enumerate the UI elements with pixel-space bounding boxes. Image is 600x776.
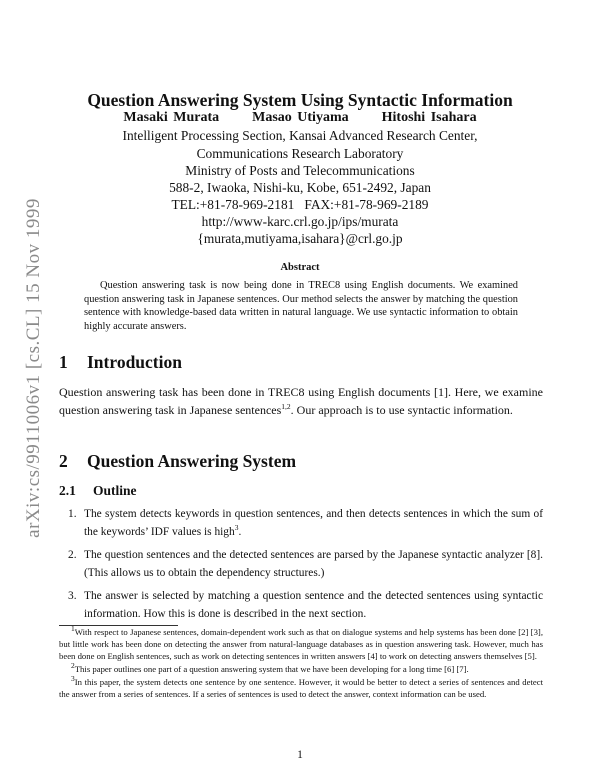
- footnote-mark: 1: [71, 624, 75, 634]
- subsection-heading-outline: [59, 483, 137, 499]
- author-name: Hitoshi Isahara: [381, 110, 477, 125]
- footnote-ref: 1,2: [281, 402, 291, 411]
- author-name: Masaki Murata: [123, 110, 220, 125]
- footnote-text: In this paper, the system detects one sentence by one sentence. However, it would be better to detect a series of sentences and detect the answer from a series of sentences. If a series of sentences is used to detect the answer, context information can be used.: [59, 676, 543, 699]
- footnote-mark: 2: [71, 660, 75, 670]
- address-line: 588-2, Iwaoka, Nishi-ku, Kobe, 651-2492, Japan: [169, 180, 431, 195]
- section-heading-introduction: [59, 352, 182, 373]
- abstract-heading: Abstract: [280, 262, 320, 273]
- list-item: [68, 588, 543, 623]
- abstract-body: Question answering task is now being done in TREC8 using English documents. We examined question answering task in Japanese sentences. Our method selects the answer by matching the question sentence with knowledge-based data written in natural language. We use syntactic information to obtain highly accurate answers.: [84, 280, 518, 332]
- subsection-number: 2.1: [59, 483, 76, 498]
- footnote-rule: [59, 625, 178, 626]
- list-item: [68, 547, 543, 582]
- page-number: 1: [297, 749, 303, 761]
- footnote-mark: 3: [71, 673, 75, 683]
- section-title: Introduction: [87, 352, 182, 372]
- list-number: 2.: [68, 549, 77, 561]
- paragraph-text: . Our approach is to use syntactic information.: [290, 403, 513, 417]
- list-text: .: [238, 525, 242, 538]
- affiliation-line: Ministry of Posts and Telecommunications: [185, 163, 415, 178]
- footnote: [59, 624, 543, 663]
- introduction-paragraph: [59, 383, 543, 419]
- footnote-ref: 3: [234, 522, 239, 532]
- paper-title: Question Answering System Using Syntactic Information: [87, 90, 513, 110]
- section-number: 2: [59, 451, 68, 471]
- author-name: Masao Utiyama: [252, 110, 349, 125]
- list-text: The answer is selected by matching a question sentence and the detected sentences using syntactic information. How this is done is described in the next section.: [84, 590, 543, 620]
- list-text: The question sentences and the detected sentences are parsed by the Japanese syntactic analyzer [8]. (This allows us to obtain the dependency structures.): [84, 549, 543, 579]
- email-addresses: {murata,mutiyama,isahara}@crl.go.jp: [197, 231, 403, 246]
- list-text: The system detects keywords in question sentences, and then detects sentences in which the sum of the keywords’ IDF values is high: [84, 508, 543, 538]
- arxiv-identifier: arXiv:cs/9911006v1 [cs.CL] 15 Nov 1999: [23, 198, 44, 538]
- footnote-text: With respect to Japanese sentences, domain-dependent work such as that on dialogue systems and help systems has been done [2] [3], but little work has been done on detecting the answer from natural-language databases as in question answering task. However, much has been done on English sentences, such as work on detecting sentences in written answers [4] to work on detecting answers themselves [5].: [59, 627, 543, 661]
- paragraph-text: Question answering task has been done in TREC8 using English documents [1]. Here, we examine question answering task in Japanese sentences: [59, 385, 543, 417]
- homepage-url: http://www-karc.crl.go.jp/ips/murata: [201, 214, 399, 229]
- section-title: Question Answering System: [87, 451, 297, 471]
- list-number: 3.: [68, 590, 77, 602]
- footnote-text: This paper outlines one part of a question answering system that we have been developing for a long time [6] [7].: [74, 663, 469, 674]
- phone-fax-line: TEL:+81-78-969-2181 FAX:+81-78-969-2189: [171, 197, 429, 212]
- footnotes: [59, 624, 543, 701]
- affiliation-line: Communications Research Laboratory: [196, 146, 404, 161]
- list-item: [68, 506, 543, 541]
- author-list: [0, 110, 600, 126]
- section-heading-qa-system: [59, 451, 296, 472]
- list-number: 1.: [68, 508, 77, 520]
- subsection-title: Outline: [93, 483, 137, 498]
- section-number: 1: [59, 352, 68, 372]
- footnote: [59, 673, 543, 701]
- affiliation-line: Intelligent Processing Section, Kansai Advanced Research Center,: [122, 128, 478, 143]
- footnote: [59, 660, 543, 676]
